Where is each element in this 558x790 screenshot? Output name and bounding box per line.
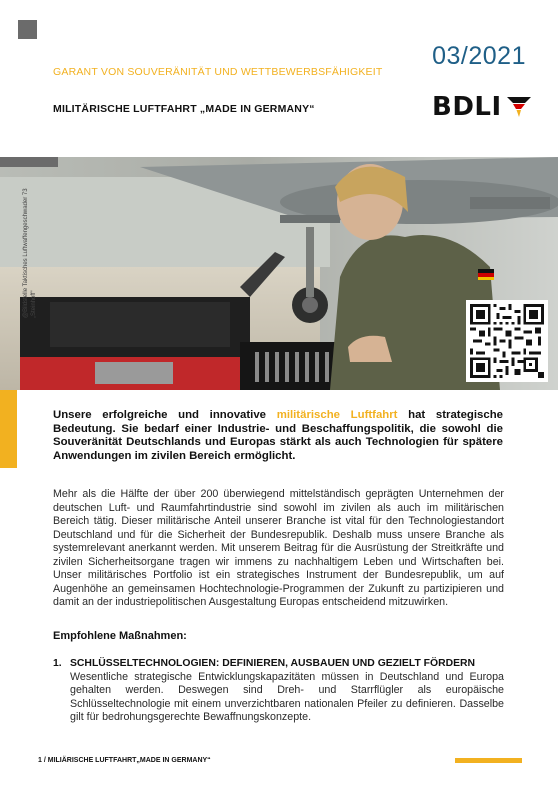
logo-wordmark: BDLI: [432, 92, 502, 122]
recommendations-heading: Empfohlene Maßnahmen:: [53, 630, 187, 642]
recommendation-text: Wesentliche strategische Entwicklungskapazitäten müssen in Deutschland und Europa gehalten werden. Deswegen sind Dreh- und Starrflügler als europäische Schlüsseltechnologie mit einem unverzichtbaren nationalen Pfeiler zu definieren. Dasselbe gilt für bedrohungsgerechte Bewaffnungskonzepte.: [70, 671, 504, 724]
photo-top-strip: [0, 157, 58, 167]
recommendation-title-row: [53, 657, 504, 671]
corner-square-decoration: [18, 20, 37, 39]
bdli-logo: [432, 94, 531, 120]
page-number: 1: [38, 757, 42, 764]
kicker-subtitle: GARANT VON SOUVERÄNITÄT UND WETTBEWERBSFÄHIGKEIT: [53, 66, 383, 78]
footer-label: / MILIÄRISCHE LUFTFAHRT„MADE IN GERMANY“: [41, 757, 211, 764]
photo-credit-line1: @Bildstelle Taktisches Luftwaffengeschwader 73: [23, 188, 29, 318]
lead-highlight: militärische Luftfahrt: [276, 409, 398, 421]
lead-text-end: hat strategische Bedeutung. Sie bedarf einer Industrie- und Beschaffungspolitik, die sowohl die Souveränität Deutschlands und Europas stärkt als auch Technologien für spätere Anwendungen im zivilen Bereich ermöglicht.: [53, 409, 503, 462]
accent-bar: [0, 390, 17, 468]
page-footer: [38, 757, 211, 764]
qr-code[interactable]: [466, 300, 548, 382]
footer-accent-bar: [455, 758, 522, 763]
issue-number: 03/2021: [432, 42, 526, 70]
recommendation-title: SCHLÜSSELTECHNOLOGIEN: DEFINIEREN, AUSBAUEN UND GEZIELT FÖRDERN: [70, 658, 476, 669]
body-paragraph: Mehr als die Hälfte der über 200 überwiegend mittelständisch geprägten Unternehmen der deutschen Luft- und Raumfahrtindustrie sind sowohl im zivilen als auch im militärischen Bereich tätig. Dieser militärische Anteil unserer Branche ist vital für den Technologiestandort Deutschland und für die Sicherheit der Bundesrepublik. Deshalb muss unsere Branche als systemrelevant anerkannt werden. Mit unserem Beitrag für die Ausrüstung der Streitkräfte und zivilen Sicherheitsorgane tragen wir immens zu nachhaltigem Leben und Wirtschaften bei. Unser militärisches Portfolio ist ein strategisches Instrument der Bundesrepublik, um auf Augenhöhe an gemeinsamen Hochtechnologie-Programmen der Zukunft zu partizipieren und damit an der industriepolitischen Ausgestaltung Europas entscheidend mitzuwirken.: [53, 488, 504, 608]
recommendation-number: 1.: [53, 658, 62, 669]
document-title: MILITÄRISCHE LUFTFAHRT „MADE IN GERMANY“: [53, 103, 315, 115]
logo-flag-mark-icon: [505, 95, 531, 119]
lead-text-start: Unsere erfolgreiche und innovative: [53, 409, 277, 421]
photo-credit: [22, 168, 38, 318]
qr-code-icon: [470, 304, 544, 378]
photo-credit-line2: „Steinhoff“: [31, 290, 37, 318]
recommendation-item: [53, 657, 504, 725]
lead-paragraph: [53, 409, 503, 463]
